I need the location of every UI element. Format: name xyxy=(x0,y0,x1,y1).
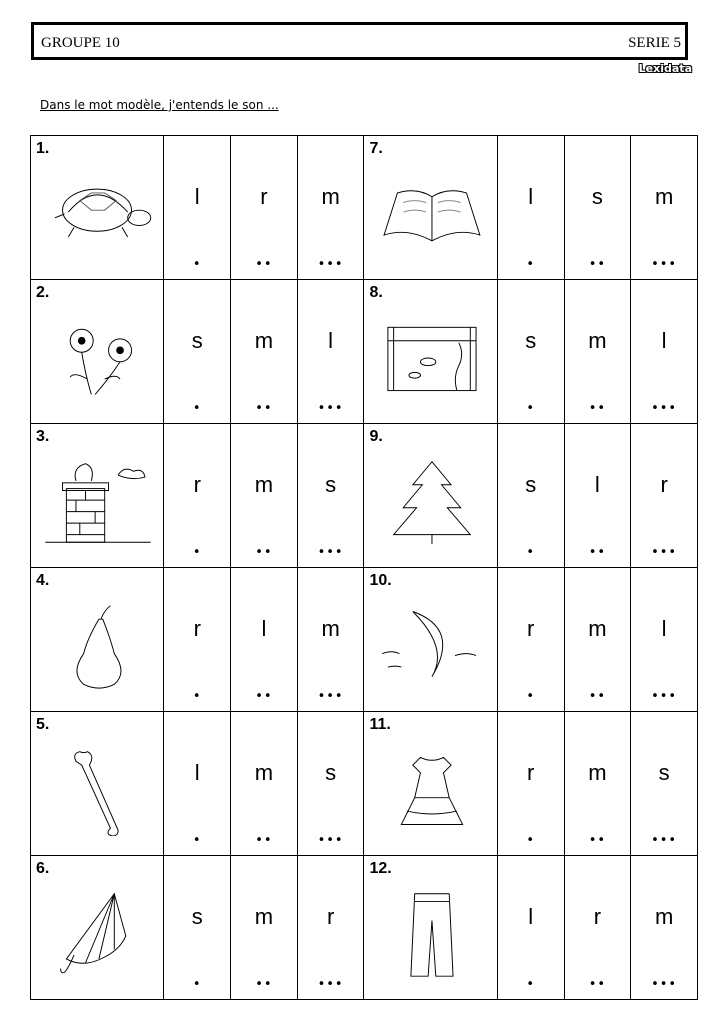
option-letter: s xyxy=(325,760,337,785)
option-letter: r xyxy=(593,904,602,929)
letter-option-2[interactable] xyxy=(231,712,298,856)
letter-option-1[interactable] xyxy=(164,424,231,568)
option-letter: m xyxy=(321,616,340,641)
option-letter: r xyxy=(260,184,268,209)
letter-option-1[interactable] xyxy=(497,856,564,1000)
letter-option-1[interactable] xyxy=(164,712,231,856)
letter-option-2[interactable] xyxy=(231,856,298,1000)
dress-icon xyxy=(372,744,490,836)
option-dots: •• xyxy=(588,689,607,704)
item-number: 6. xyxy=(36,860,50,877)
letter-option-3[interactable] xyxy=(631,424,698,568)
picture-cell xyxy=(364,712,497,856)
letter-option-3[interactable] xyxy=(631,712,698,856)
item-number: 11. xyxy=(369,716,391,733)
item-number: 9. xyxy=(369,428,383,445)
letter-option-3[interactable] xyxy=(631,280,698,424)
option-letter: l xyxy=(594,472,600,497)
letter-option-3[interactable] xyxy=(297,712,364,856)
picture-cell xyxy=(31,424,164,568)
picture-cell xyxy=(364,280,497,424)
trousers-icon xyxy=(372,888,490,980)
option-dots: • xyxy=(526,257,536,272)
picture-cell xyxy=(364,424,497,568)
item-number: 5. xyxy=(36,716,50,733)
option-dots: •• xyxy=(588,257,607,272)
grid-row xyxy=(31,424,698,568)
letter-option-2[interactable] xyxy=(231,280,298,424)
letter-option-3[interactable] xyxy=(297,280,364,424)
option-letter: s xyxy=(658,760,670,785)
option-letter: m xyxy=(254,904,274,929)
option-letter: l xyxy=(661,328,667,353)
grid-row xyxy=(31,280,698,424)
option-letter: s xyxy=(525,472,537,497)
option-dots: ••• xyxy=(651,689,678,704)
letter-option-2[interactable] xyxy=(231,136,298,280)
option-letter: m xyxy=(254,472,274,497)
option-dots: ••• xyxy=(317,977,344,992)
option-letter: s xyxy=(591,184,603,209)
chimney-icon xyxy=(39,456,157,548)
option-dots: ••• xyxy=(651,545,678,560)
letter-option-3[interactable] xyxy=(631,136,698,280)
option-dots: ••• xyxy=(317,833,344,848)
option-letter: l xyxy=(261,616,267,641)
grid-row xyxy=(31,568,698,712)
book-icon xyxy=(372,168,490,260)
pear-icon xyxy=(39,600,157,692)
option-letter: l xyxy=(328,328,334,353)
option-letter: s xyxy=(325,472,337,497)
picture-cell xyxy=(31,856,164,1000)
item-number: 7. xyxy=(369,140,383,157)
option-letter: m xyxy=(588,328,607,353)
letter-option-2[interactable] xyxy=(564,712,631,856)
exercise-grid xyxy=(30,135,698,1000)
option-dots: •• xyxy=(588,545,607,560)
option-dots: • xyxy=(192,689,202,704)
bone-icon xyxy=(39,744,157,836)
picture-cell xyxy=(364,856,497,1000)
option-letter: r xyxy=(326,904,335,929)
series-label: SERIE 5 xyxy=(628,35,681,51)
option-dots: •• xyxy=(255,833,273,848)
option-letter: m xyxy=(588,760,607,785)
option-dots: •• xyxy=(255,689,273,704)
letter-option-1[interactable] xyxy=(164,856,231,1000)
option-dots: ••• xyxy=(651,401,678,416)
flowers-icon xyxy=(39,312,157,404)
item-number: 12. xyxy=(369,860,392,877)
letter-option-3[interactable] xyxy=(631,856,698,1000)
worksheet-header xyxy=(31,22,688,60)
option-dots: • xyxy=(192,401,202,416)
option-dots: • xyxy=(526,833,536,848)
option-dots: •• xyxy=(588,977,607,992)
option-dots: ••• xyxy=(651,977,678,992)
option-letter: l xyxy=(661,616,667,641)
moon-icon xyxy=(372,600,490,692)
option-letter: m xyxy=(654,184,674,209)
option-dots: • xyxy=(526,545,536,560)
option-letter: l xyxy=(194,184,200,209)
item-number: 3. xyxy=(36,428,50,445)
letter-option-1[interactable] xyxy=(164,136,231,280)
group-label: GROUPE 10 xyxy=(41,35,120,51)
letter-option-1[interactable] xyxy=(164,280,231,424)
letter-option-3[interactable] xyxy=(297,856,364,1000)
option-dots: •• xyxy=(588,401,607,416)
option-dots: •• xyxy=(255,257,273,272)
option-letter: m xyxy=(254,760,274,785)
picture-cell xyxy=(31,136,164,280)
item-number: 10. xyxy=(369,572,392,589)
letter-option-1[interactable] xyxy=(497,136,564,280)
fir-tree-icon xyxy=(372,456,490,548)
letter-option-1[interactable] xyxy=(497,424,564,568)
letter-option-1[interactable] xyxy=(164,568,231,712)
option-dots: ••• xyxy=(317,689,344,704)
letter-option-2[interactable] xyxy=(231,424,298,568)
letter-option-2[interactable] xyxy=(564,568,631,712)
letter-option-3[interactable] xyxy=(631,568,698,712)
option-dots: •• xyxy=(255,977,273,992)
option-dots: •• xyxy=(255,545,273,560)
item-number: 2. xyxy=(36,284,50,301)
option-letter: s xyxy=(191,328,203,353)
letter-option-3[interactable] xyxy=(297,568,364,712)
picture-cell xyxy=(364,136,497,280)
option-dots: ••• xyxy=(317,401,344,416)
item-number: 1. xyxy=(36,140,50,157)
option-letter: r xyxy=(193,472,201,497)
option-dots: ••• xyxy=(317,545,344,560)
option-dots: •• xyxy=(588,833,607,848)
option-letter: m xyxy=(254,328,274,353)
option-letter: r xyxy=(527,616,535,641)
letter-option-1[interactable] xyxy=(497,712,564,856)
option-letter: s xyxy=(191,904,203,929)
option-dots: ••• xyxy=(317,257,344,272)
option-letter: l xyxy=(528,904,534,929)
letter-option-2[interactable] xyxy=(231,568,298,712)
instruction-text: Dans le mot modèle, j'entends le son ... xyxy=(40,98,279,112)
aquarium-icon xyxy=(372,312,490,404)
letter-option-3[interactable] xyxy=(297,424,364,568)
option-letter: m xyxy=(321,184,340,209)
letter-option-2[interactable] xyxy=(564,136,631,280)
letter-option-1[interactable] xyxy=(497,568,564,712)
option-dots: ••• xyxy=(651,257,678,272)
letter-option-1[interactable] xyxy=(497,280,564,424)
letter-option-3[interactable] xyxy=(297,136,364,280)
option-letter: m xyxy=(588,616,607,641)
letter-option-2[interactable] xyxy=(564,280,631,424)
picture-cell xyxy=(31,712,164,856)
turtle-icon xyxy=(39,168,157,260)
grid-row xyxy=(31,136,698,280)
option-dots: • xyxy=(526,401,536,416)
option-dots: • xyxy=(192,545,202,560)
option-dots: •• xyxy=(255,401,273,416)
umbrella-icon xyxy=(39,888,157,980)
option-dots: • xyxy=(526,689,536,704)
option-letter: m xyxy=(654,904,674,929)
letter-option-2[interactable] xyxy=(564,424,631,568)
item-number: 4. xyxy=(36,572,50,589)
option-letter: r xyxy=(660,472,668,497)
grid-row xyxy=(31,856,698,1000)
picture-cell xyxy=(31,568,164,712)
option-dots: • xyxy=(526,977,536,992)
option-letter: r xyxy=(527,760,535,785)
option-letter: l xyxy=(194,760,200,785)
picture-cell xyxy=(31,280,164,424)
option-letter: r xyxy=(193,616,201,641)
option-letter: l xyxy=(528,184,534,209)
letter-option-2[interactable] xyxy=(564,856,631,1000)
option-dots: • xyxy=(192,977,202,992)
picture-cell xyxy=(364,568,497,712)
option-letter: s xyxy=(525,328,537,353)
option-dots: • xyxy=(192,257,202,272)
option-dots: • xyxy=(192,833,202,848)
grid-row xyxy=(31,712,698,856)
brand-logo: Lexidata xyxy=(638,62,692,75)
item-number: 8. xyxy=(369,284,383,301)
option-dots: ••• xyxy=(651,833,678,848)
